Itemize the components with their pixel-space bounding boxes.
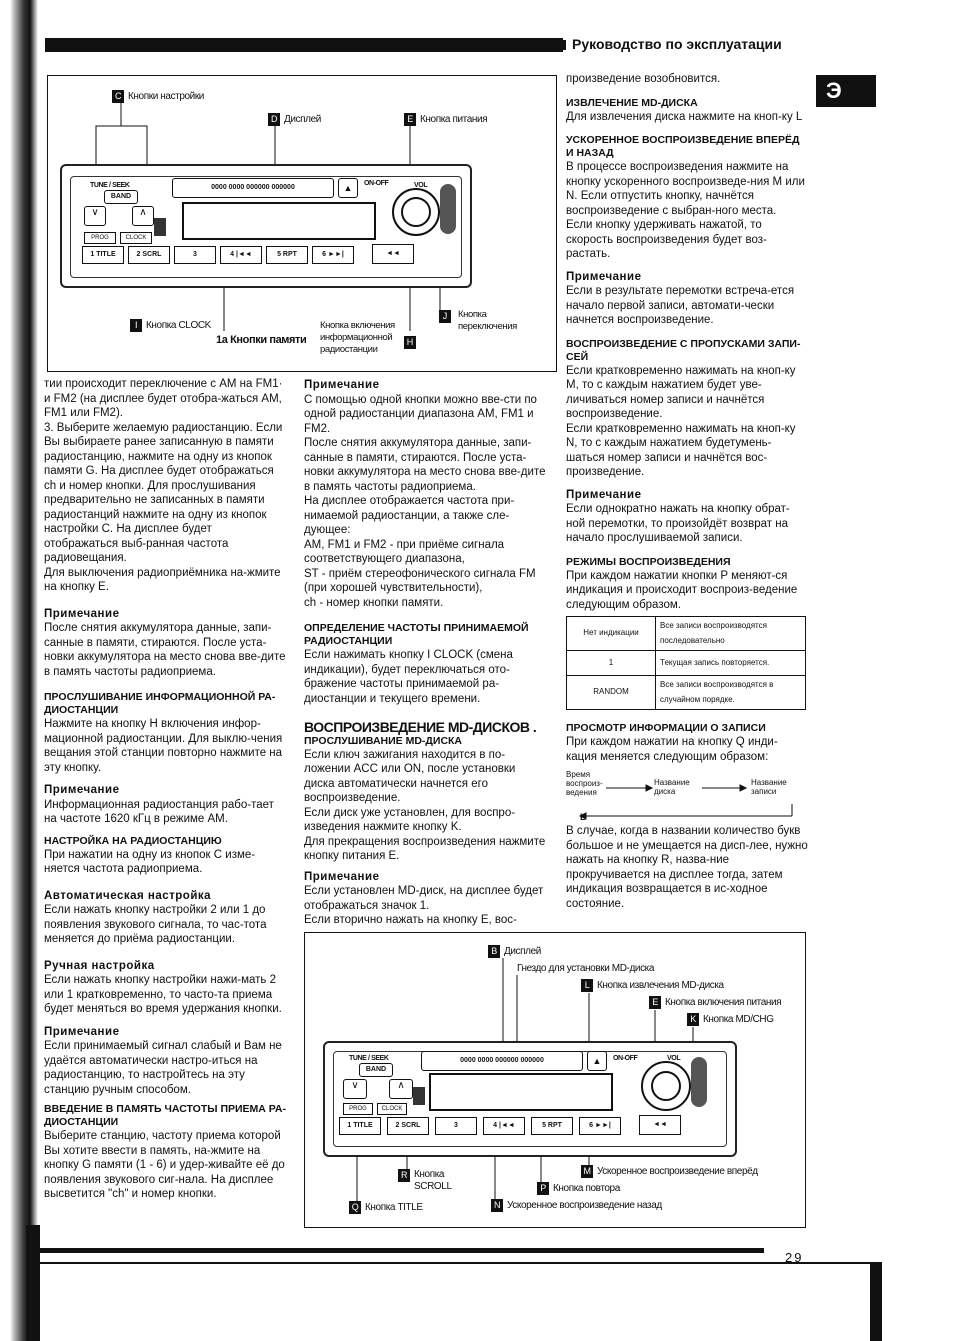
md-slot: 0000 0000 000000 000000 (421, 1051, 583, 1071)
section-heading: ИЗВЛЕЧЕНИЕ MD-ДИСКА (566, 96, 698, 109)
info-flow-diagram (566, 768, 808, 824)
label-ff: M Ускоренное воспроизведение вперёд (581, 1165, 758, 1178)
section-heading: ВОСПРОИЗВЕДЕНИЕ С ПРОПУСКАМИ ЗАПИ-СЕЙ (566, 337, 801, 363)
tune-down-button[interactable]: ∨ (84, 206, 106, 226)
scan-edge-right (870, 1262, 882, 1341)
paragraph: В случае, когда в названии количество букв большое и не умещается на дисп-лее, нужно нажать на кнопку R, назва-ние прокручивается на дисплее тогда, затем индикация возвращается в ис-ходное состояние. (566, 825, 808, 910)
label-power: E Кнопка включения питания (649, 996, 781, 1009)
paragraph: Информационная радиостанция рабо-тает на частоте 1620 кГц в режиме AM. (44, 798, 274, 825)
clock-button[interactable]: CLOCK (377, 1103, 407, 1115)
footer-rule (36, 1248, 764, 1253)
label-repeat: P Кнопка повтора (537, 1182, 620, 1195)
preset-3-button[interactable]: 3 (174, 246, 216, 264)
paragraph: Если ключ зажигания находится в по-ложении ACC или ON, после установки диска автоматически начнется его воспроизведение. (304, 748, 516, 804)
title-button[interactable]: 1 TITLE (339, 1117, 381, 1135)
label-memory: 1a Кнопки памяти (216, 334, 307, 346)
column-right (566, 72, 808, 911)
footer-rule-thin (40, 1262, 880, 1264)
note-heading: Примечание (44, 607, 120, 620)
section-heading: УСКОРЕННОЕ ВОСПРОИЗВЕДЕНИЕ ВПЕРЁД И НАЗАД (566, 134, 800, 159)
band-button[interactable]: BAND (359, 1063, 393, 1077)
paragraph: Для извлечения диска нажмите на кноп-ку L (566, 110, 803, 123)
label-display: B Дисплей (488, 945, 541, 958)
paragraph: С помощью одной кнопки можно вве-сти по одной радиостанции диапазона AM, FM1 и FM2. (304, 393, 537, 435)
label-slot: Гнездо для установки MD-диска (517, 963, 655, 974)
paragraph: После снятия аккумулятора данные, запи-санные в памяти, стираются. После уста-новки аккумулятора на место снова вве-дите в память частоты радиоприема. (44, 622, 286, 678)
scan-edge (0, 0, 38, 1341)
paragraph: Если однократно нажать на кнопку обрат-ной перемотки, то произойдёт возврат на начало прослушиваемой записи. (566, 503, 790, 544)
paragraph: Если установлен MD-диск, на дисплее будет отображаться значок 1. (304, 885, 544, 912)
section-heading: РЕЖИМЫ ВОСПРОИЗВЕДЕНИЯ (566, 555, 731, 568)
preset-5-button[interactable]: 5 RPT (266, 246, 308, 264)
prog-button[interactable]: PROG (343, 1103, 373, 1115)
preset-buttons-row (82, 246, 452, 266)
paragraph: При каждом нажатии кнопки P меняют-ся индикация и происходит воспроиз-ведение следующим образом. (566, 569, 798, 611)
flow-step: Время воспроиз-ведения (566, 770, 603, 797)
tune-seek-label: TUNE / SEEK (349, 1055, 389, 1062)
note-heading: Примечание (566, 488, 642, 501)
preset-4-button[interactable]: 4 |◄◄ (220, 246, 262, 264)
paragraph: Если в результате перемотки встреча-ется начало первой записи, автомати-чески начнется воспроизведение. (566, 285, 795, 326)
page-number: 29 (785, 1250, 804, 1265)
mode-button[interactable] (440, 184, 456, 234)
label-clock: I Кнопка CLOCK (130, 319, 211, 332)
flow-step: Название записи (751, 778, 787, 796)
preset-buttons-row (339, 1117, 719, 1137)
paragraph: Если нажать кнопку настройки нажи-мать 2 или 1 кратковременно, то часто-та приема будет меняться во время удержания кнопки. (44, 974, 282, 1015)
section-tab: Э (816, 75, 876, 107)
label-tuning-buttons: C Кнопки настройки (112, 90, 204, 103)
eject-button[interactable]: ▲ (587, 1051, 607, 1071)
figure-md-controls (304, 932, 806, 1228)
paragraph: Нажмите на кнопку H включения инфор-мационной радиостанции. Для выклю-чения вещания этой станции повторно нажмите на эту кнопку. (44, 718, 283, 774)
paragraph: На дисплее отображается частота при-нимаемой радиостанции, а также сле-дующее: (304, 495, 515, 536)
preset-6-button[interactable]: 6 ►►| (312, 246, 354, 264)
tune-seek-label: TUNE / SEEK (90, 182, 130, 189)
paragraph: При нажатии на одну из кнопок C изме-няется частота радиоприема. (44, 848, 256, 875)
label-scroll: R Кнопка SCROLL (398, 1169, 454, 1193)
preset-2-button[interactable]: 2 SCRL (128, 246, 170, 264)
paragraph: Если нажимать кнопку I CLOCK (смена индикации), будет переключаться ото-бражение частоты принимаемой ра-диостанции и текущего времени. (304, 649, 513, 705)
info-button[interactable] (413, 1087, 425, 1105)
info-button[interactable] (154, 218, 166, 236)
page-header-title: Руководство по эксплуатации (572, 36, 782, 52)
onoff-label: ON-OFF (364, 180, 389, 187)
column-left (44, 377, 286, 1202)
paragraph: Если кнопку удерживать нажатой, то скорость воспроизведения будет воз-растать. (566, 219, 767, 260)
paragraph: Для выключения радиоприёмника на-жмите на кнопку E. (44, 566, 281, 593)
mdchg-button[interactable] (691, 1057, 707, 1107)
vol-label: VOL (414, 182, 428, 189)
note-heading: Примечание (44, 1025, 120, 1038)
repeat-button[interactable]: 5 RPT (531, 1117, 573, 1135)
paragraph: произведение возобновится. (566, 73, 721, 85)
tune-down-button[interactable]: ∨ (343, 1079, 367, 1099)
info-tag: H (404, 334, 420, 352)
header-bar-tick (563, 40, 566, 50)
paragraph: AM, FM1 и FM2 - при приёме сигнала соответствующего диапазона, (304, 538, 505, 565)
paragraph: тии происходит переключение с AM на FM1· и FM2 (на дисплее будет отобра-жаться AM, FM1 или FM2). (44, 378, 283, 419)
rewind-button[interactable]: ◄◄ (639, 1115, 681, 1135)
header-bar (45, 38, 563, 52)
section-heading: ОПРЕДЕЛЕНИЕ ЧАСТОТЫ ПРИНИМАЕМОЙ РАДИОСТАНЦИИ (304, 622, 529, 647)
paragraph: 3. Выберите желаемую радиостанцию. Если Вы выбираете ранее записанную в памяти радиостанцию, нажмите на одну из кнопок памяти G. На дисплее будет отображаться ch и номер кнопки. Для прослушивания предварительно не записанных в памяти радиостанций нажмите на одну из кнопок настройки C. На дисплее будет отображаться выб-ранная частота радиовещания. (44, 421, 283, 564)
tune-up-button[interactable]: ∧ (132, 206, 154, 226)
band-button[interactable]: BAND (104, 190, 138, 204)
radio-unit (60, 164, 472, 288)
clock-button[interactable]: CLOCK (120, 232, 152, 244)
label-eject: L Кнопка извлечения MD-диска (581, 979, 724, 992)
ff-button[interactable]: 6 ►►| (579, 1117, 621, 1135)
section-heading: НАСТРОЙКА НА РАДИОСТАНЦИЮ (44, 834, 222, 847)
display-window (182, 202, 376, 240)
flow-step: Название диска (654, 778, 690, 796)
section-heading: ВВЕДЕНИЕ В ПАМЯТЬ ЧАСТОТЫ ПРИЕМА РА-ДИОСТАНЦИИ (44, 1103, 286, 1128)
switch-tag: J (439, 308, 455, 326)
preset-1-button[interactable]: 1 TITLE (82, 246, 124, 264)
rewind-button[interactable]: ◄◄ (372, 244, 414, 264)
onoff-label: ON-OFF (613, 1055, 638, 1062)
paragraph: Выберите станцию, частоту приема которой Вы хотите ввести в память, на-жмите на кнопку G памяти (1 - 6) и удер-живайте её до появления звукового сиг-нала. На дисплее высветится "ch" и номер кнопки. (44, 1130, 285, 1200)
flow-loop-label: L (580, 812, 586, 822)
preset-3-button[interactable]: 3 (435, 1117, 477, 1135)
paragraph: После снятия аккумулятора данные, запи-санные в памяти, стираются. После уста-новки аккумулятора на место снова вве-дите в память частоты радиоприема. (304, 437, 546, 493)
column-middle (304, 378, 546, 928)
chapter-heading: ВОСПРОИЗВЕДЕНИЕ MD-ДИСКОВ . (304, 719, 537, 735)
cd-slot-label: 0000 0000 000000 000000 (172, 178, 334, 198)
label-display: D Дисплей (268, 113, 321, 126)
note-heading: Примечание (566, 270, 642, 283)
section-heading: ПРОСЛУШИВАНИЕ MD-ДИСКА (304, 734, 463, 747)
label-switch: Кнопка переключения (458, 309, 517, 332)
rew-button[interactable]: 4 |◄◄ (483, 1117, 525, 1135)
paragraph: При каждом нажатии на кнопку Q инди-кация меняется следующим образом: (566, 736, 778, 763)
paragraph: Если кратковременно нажимать на кноп-ку N, то с каждым нажатием будетумень-шаться номер записи и начнётся вос-произведение. (566, 422, 796, 478)
paragraph: Если принимаемый сигнал слабый и Вам не удаётся автоматически настро-иться на радиостанцию, то настройтесь на эту станцию ручным способом. (44, 1040, 282, 1096)
note-heading: Примечание (304, 870, 380, 883)
vol-label: VOL (667, 1055, 681, 1062)
label-power: E Кнопка питания (404, 113, 487, 126)
flow-arrows (566, 768, 808, 824)
paragraph: В процессе воспроизведения нажмите на кнопку ускоренного воспроизведе-ния M или N. Если отпустить кнопку, начнётся воспроизведение с выбран-ного места. (566, 161, 805, 217)
subsection-heading: Автоматическая настройка (44, 889, 212, 902)
tune-up-button[interactable]: ∧ (389, 1079, 413, 1099)
section-heading: ПРОСМОТР ИНФОРМАЦИИ О ЗАПИСИ (566, 722, 766, 734)
figure-radio-controls (47, 75, 557, 372)
scan-edge-bottom (26, 1225, 40, 1341)
scroll-button[interactable]: 2 SCRL (387, 1117, 429, 1135)
label-title: Q Кнопка TITLE (349, 1201, 423, 1214)
paragraph: ST - приём стереофонического сигнала FM (при хорошей чувствительности), (304, 567, 536, 594)
display-window (429, 1073, 613, 1111)
paragraph: Для прекращения воспроизведения нажмите кнопку питания E. (304, 835, 546, 862)
label-rew: N Ускоренное воспроизведение назад (491, 1199, 662, 1212)
note-heading: Примечание (304, 379, 380, 391)
radio-unit-md (323, 1041, 737, 1157)
table-row: Нет индикации Все записи воспроизводятся последовательно (567, 617, 806, 651)
prog-button[interactable]: PROG (84, 232, 116, 244)
table-row: 1 Текущая запись повторяется. (567, 651, 806, 676)
paragraph: Если нажать кнопку настройки 2 или 1 до появления звукового сигнала, то час-тота меняется до приёма радиостанции. (44, 904, 267, 945)
note-heading: Примечание (44, 784, 120, 796)
subsection-heading: Ручная настройка (44, 959, 155, 972)
eject-button[interactable]: ▲ (338, 178, 358, 198)
table-row: RANDOM Все записи воспроизводятся в случайном порядке. (567, 676, 806, 710)
paragraph: Если вторично нажать на кнопку E, вос- (304, 914, 517, 926)
paragraph: Если диск уже установлен, для воспро-изведения нажмите кнопку K. (304, 806, 516, 833)
label-info-station: Кнопка включения информационной радиостанции (320, 320, 395, 355)
paragraph: Если кратковременно нажимать на кноп-ку M, то с каждым нажатием будет уве-личиваться номер записи и начнётся воспроизведение. (566, 364, 796, 420)
paragraph: ch - номер кнопки памяти. (304, 596, 444, 609)
label-mdchg: K Кнопка MD/CHG (687, 1013, 774, 1026)
section-heading: ПРОСЛУШИВАНИЕ ИНФОРМАЦИОННОЙ РА-ДИОСТАНЦИИ (44, 691, 276, 716)
playback-modes-table (566, 616, 806, 710)
